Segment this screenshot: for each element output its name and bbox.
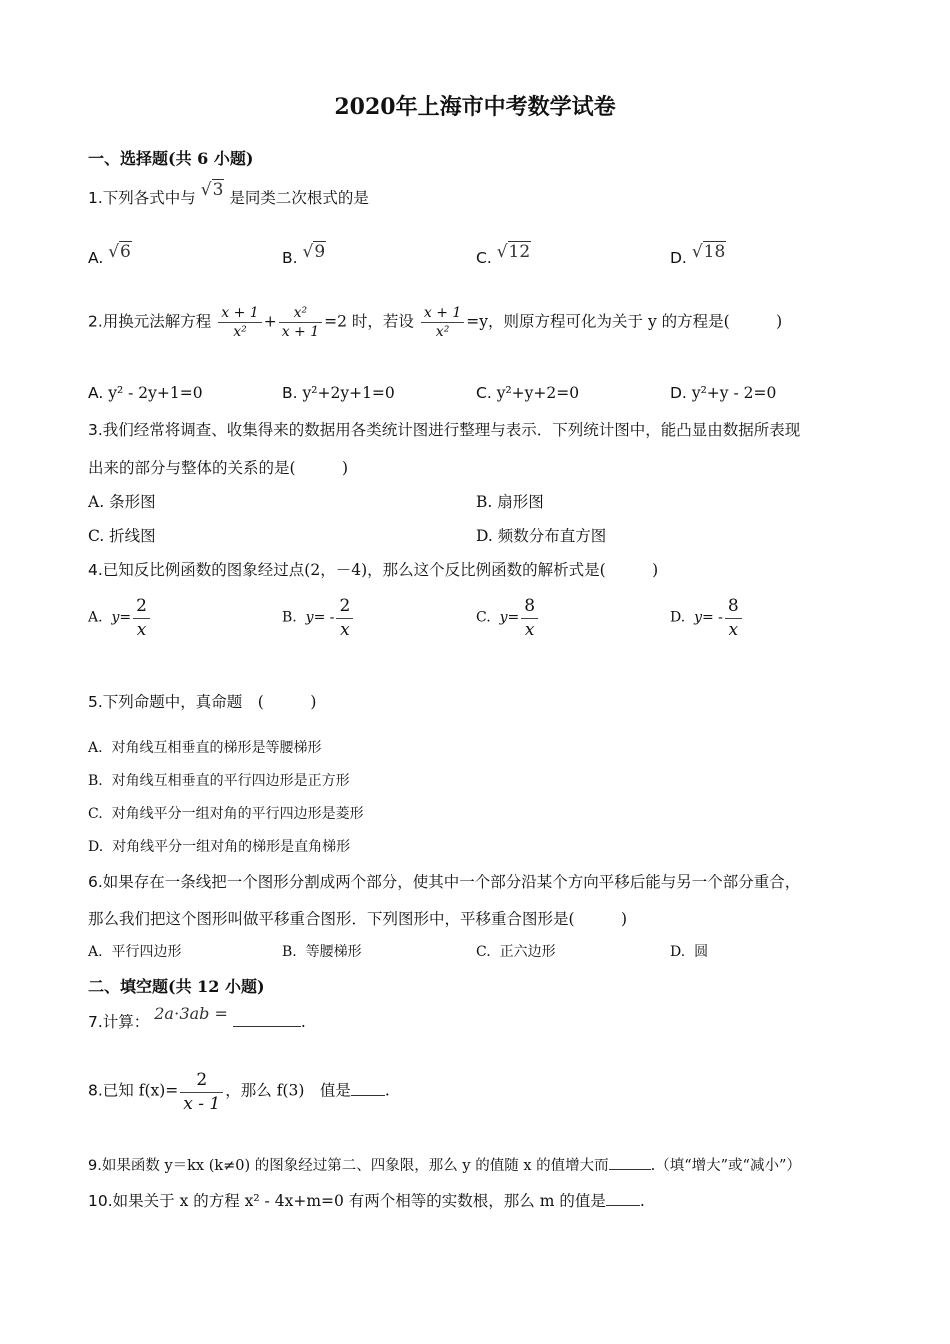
- option-text: y²+y+2=0: [496, 384, 580, 402]
- option-label: A.: [88, 384, 104, 402]
- option-c[interactable]: [476, 384, 579, 402]
- option-label: C.: [476, 384, 492, 402]
- question-text: 下列各式中与: [102, 189, 196, 207]
- option-c[interactable]: [476, 594, 540, 641]
- option-label: D.: [670, 944, 686, 960]
- fraction: [180, 1068, 223, 1115]
- question-8: [88, 1068, 390, 1115]
- option-a[interactable]: [88, 490, 156, 512]
- answer-blank[interactable]: [351, 1095, 385, 1096]
- question-number: 10.: [88, 1192, 113, 1210]
- option-b[interactable]: [282, 941, 362, 961]
- fraction: [421, 304, 464, 341]
- question-text: 如果函数 y＝kx (k≠0) 的图象经过第二、四象限，那么 y 的值随 x 的值增大而: [101, 1158, 609, 1174]
- option-c[interactable]: [476, 242, 531, 268]
- numerator: 2: [180, 1068, 223, 1093]
- numerator: 2: [336, 594, 353, 619]
- option-text: 等腰梯形: [305, 944, 362, 960]
- option-d[interactable]: [670, 242, 726, 268]
- denominator: x - 1: [183, 1094, 221, 1114]
- option-text: y² - 2y+1=0: [108, 384, 203, 402]
- fraction: [133, 594, 150, 641]
- sqrt-expression: √3: [200, 180, 224, 200]
- question-2: [88, 304, 782, 341]
- question-3-line2: 出来的部分与整体的关系的是( ): [88, 459, 349, 477]
- question-number: 3.: [88, 421, 103, 439]
- numerator: 8: [725, 594, 742, 619]
- radicand: 3: [212, 180, 224, 200]
- option-text: 正六边形: [499, 944, 556, 960]
- question-text: .（填“增大”或“减小”）: [650, 1158, 801, 1174]
- option-label: C.: [476, 609, 491, 626]
- option-b[interactable]: [282, 384, 395, 402]
- denominator: x + 1: [281, 324, 320, 340]
- question-text: ，那么 f(3) 值是: [225, 1081, 351, 1100]
- fraction: [279, 304, 322, 341]
- option-label: A.: [88, 609, 103, 626]
- question-3: [88, 418, 800, 440]
- option-label: A.: [88, 944, 103, 960]
- fraction: [725, 594, 742, 641]
- question-text: =2 时，若设: [324, 312, 414, 331]
- question-text: 下列命题中，真命题 ( ): [102, 693, 317, 711]
- question-text: 用换元法解方程: [102, 312, 212, 331]
- question-1: [88, 180, 369, 208]
- question-text: 计算：: [102, 1013, 150, 1031]
- option-text: 频数分布直方图: [497, 527, 607, 545]
- question-number: 1.: [88, 189, 103, 207]
- radicand: 12: [508, 242, 531, 262]
- option-label: A.: [88, 740, 103, 756]
- option-label: D.: [88, 839, 104, 855]
- option-text: 扇形图: [497, 493, 544, 511]
- option-text: 圆: [694, 944, 709, 960]
- section-heading-choice: 一、选择题(共 6 小题): [88, 149, 254, 168]
- radicand: 18: [703, 242, 726, 262]
- option-a[interactable]: [88, 594, 152, 641]
- numerator: 8: [521, 594, 538, 619]
- numerator: x + 1: [218, 304, 261, 323]
- question-number: 5.: [88, 693, 103, 711]
- option-label: A.: [88, 493, 105, 511]
- option-text: 对角线互相垂直的平行四边形是正方形: [111, 773, 350, 789]
- question-7: [88, 1004, 306, 1032]
- denominator: x: [136, 620, 147, 640]
- option-label: B.: [282, 249, 298, 267]
- denominator: x²: [435, 324, 450, 340]
- option-text: 平行四边形: [111, 944, 182, 960]
- option-label: B.: [282, 944, 297, 960]
- option-label: B.: [88, 773, 103, 789]
- question-text: =y，则原方程可化为关于 y 的方程是( ): [466, 312, 783, 331]
- option-c[interactable]: [88, 803, 364, 823]
- sqrt-expression: √6: [108, 242, 131, 262]
- option-a[interactable]: [88, 242, 132, 268]
- question-text: 如果关于 x 的方程 x² - 4x+m=0 有两个相等的实数根，那么 m 的值是: [112, 1192, 606, 1210]
- option-c[interactable]: [88, 524, 156, 546]
- option-b[interactable]: [88, 770, 350, 790]
- plus-sign: +: [263, 312, 277, 331]
- option-label: D.: [670, 609, 686, 626]
- sqrt-expression: √12: [496, 242, 531, 262]
- question-number: 4.: [88, 561, 103, 579]
- option-d[interactable]: [670, 594, 744, 641]
- option-text: 折线图: [109, 527, 156, 545]
- question-text: 我们经常将调查、收集得来的数据用各类统计图进行整理与表示．下列统计图中，能凸显由数据所表现: [102, 421, 801, 439]
- question-text: 已知反比例函数的图象经过点(2，－4)，那么这个反比例函数的解析式是( ): [102, 561, 659, 579]
- option-d[interactable]: [88, 836, 350, 856]
- option-a[interactable]: [88, 737, 321, 757]
- option-a[interactable]: [88, 941, 181, 961]
- answer-blank[interactable]: [606, 1205, 640, 1206]
- option-text: 对角线平分一组对角的平行四边形是菱形: [111, 806, 364, 822]
- option-label: D.: [476, 527, 493, 545]
- question-text: 是同类二次根式的是: [229, 189, 369, 207]
- option-d[interactable]: [670, 384, 776, 402]
- question-text: .: [384, 1081, 390, 1100]
- numerator: x + 1: [421, 304, 464, 323]
- option-prefix: y= -: [694, 609, 723, 626]
- option-text: 对角线平分一组对角的梯形是直角梯形: [112, 839, 351, 855]
- question-5: [88, 690, 316, 712]
- option-a[interactable]: [88, 384, 203, 402]
- denominator: x: [340, 620, 350, 640]
- option-text: y²+y - 2=0: [691, 384, 777, 402]
- question-number: 6.: [88, 873, 103, 891]
- option-label: B.: [282, 609, 297, 626]
- option-prefix: y= -: [305, 609, 335, 626]
- option-label: D.: [670, 384, 687, 402]
- question-text: 已知 f(x)=: [102, 1081, 179, 1100]
- option-label: D.: [670, 249, 687, 267]
- option-label: C.: [88, 527, 105, 545]
- fraction: [521, 594, 538, 641]
- fraction: [336, 594, 353, 641]
- answer-blank[interactable]: [609, 1169, 651, 1170]
- radicand: 6: [120, 242, 131, 262]
- question-number: 8.: [88, 1081, 103, 1100]
- question-text: .: [639, 1192, 645, 1210]
- option-b[interactable]: [282, 594, 355, 641]
- option-label: C.: [88, 806, 103, 822]
- option-b[interactable]: [476, 490, 544, 512]
- option-text: 条形图: [109, 493, 156, 511]
- question-4: [88, 558, 658, 580]
- page-title: 2020年上海市中考数学试卷: [334, 94, 616, 120]
- option-b[interactable]: [282, 242, 326, 268]
- question-9: [88, 1154, 801, 1175]
- question-6-line2: 那么我们把这个图形叫做平移重合图形．下列图形中，平移重合图形是( ): [88, 910, 628, 928]
- denominator: x: [728, 620, 739, 640]
- option-label: B.: [476, 493, 493, 511]
- radicand: 9: [314, 242, 326, 262]
- denominator: x: [524, 620, 535, 640]
- option-text: y²+2y+1=0: [302, 384, 395, 402]
- option-label: C.: [476, 249, 492, 267]
- option-c[interactable]: [476, 941, 556, 961]
- sqrt-expression: √9: [302, 242, 326, 262]
- option-label: A.: [88, 249, 104, 267]
- option-label: C.: [476, 944, 491, 960]
- question-number: 2.: [88, 312, 103, 331]
- question-10: [88, 1189, 645, 1211]
- question-text: 如果存在一条线把一个图形分割成两个部分，使其中一个部分沿某个方向平移后能与另一个部分重合，: [102, 873, 801, 891]
- option-prefix: y=: [111, 609, 132, 626]
- question-6: [88, 870, 800, 892]
- answer-blank[interactable]: [233, 1026, 301, 1027]
- question-number: 7.: [88, 1013, 103, 1031]
- fraction: [218, 304, 261, 341]
- option-d[interactable]: [670, 941, 708, 961]
- section-heading-fill: 二、填空题(共 12 小题): [88, 977, 265, 996]
- numerator: 2: [133, 594, 150, 619]
- question-number: 9.: [88, 1158, 102, 1174]
- numerator: x²: [279, 304, 322, 323]
- option-d[interactable]: [476, 524, 606, 546]
- option-text: 对角线互相垂直的梯形是等腰梯形: [111, 740, 322, 756]
- question-text: .: [300, 1013, 306, 1031]
- option-prefix: y=: [499, 609, 520, 626]
- denominator: x²: [233, 324, 247, 340]
- option-label: B.: [282, 384, 298, 402]
- sqrt-expression: √18: [691, 242, 726, 262]
- math-expression: 2a⋅3ab =: [154, 1004, 228, 1023]
